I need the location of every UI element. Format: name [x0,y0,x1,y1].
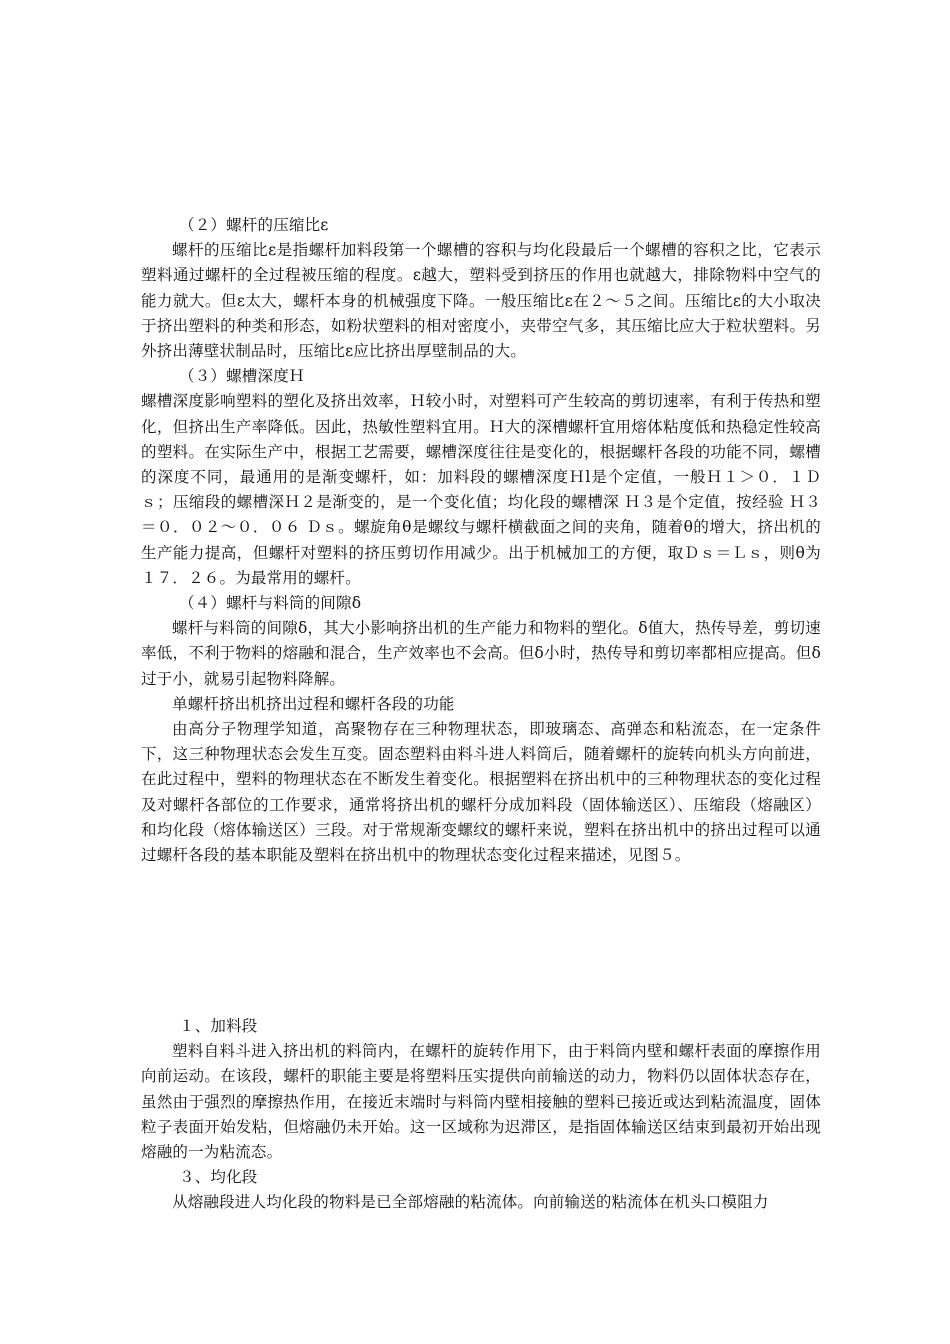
heading-compression-ratio: （２）螺杆的压缩比ε [179,216,329,234]
paragraph-compression-ratio: 螺杆的压缩比ε是指螺杆加料段第一个螺槽的容积与均化段最后一个螺槽的容积之比，它表示塑料通过螺杆的全过程被压缩的程度。ε越大，塑料受到挤压的作用也就越大，排除物料中空气的能力就大。但ε太大，螺杆本身的机械强度下降。一般压缩比ε在２～５之间。压缩比ε的大小取决于挤出塑料的种类和形态，如粉状塑料的相对密度小，夹带空气多，其压缩比应大于粒状塑料。另外挤出薄壁状制品时，压缩比ε应比挤出厚壁制品的大。 [141,241,821,361]
paragraph-groove-depth: 螺槽深度影响塑料的塑化及挤出效率，Ｈ较小时，对塑料可产生较高的剪切速率，有利于传热和塑化，但挤出生产率降低。因此，热敏性塑料宜用。Ｈ大的深槽螺杆宜用熔体粘度低和热稳定性较高的塑料。在实际生产中，根据工艺需要，螺槽深度往往是变化的，根据螺杆各段的功能不同，螺槽的深度不同，最通用的是渐变螺杆，如：加料段的螺槽深度Ｈl是个定值，一般Ｈ１＞０．１Ｄｓ；压缩段的螺槽深Ｈ２是渐变的，是一个变化值；均化段的螺槽深 Ｈ３是个定值，按经验 Ｈ３＝０．０２～０．０６ Ｄｓ。螺旋角θ是螺纹与螺杆横截面之间的夹角，随着θ的增大，挤出机的生产能力提高，但螺杆对塑料的挤压剪切作用减少。出于机械加工的方便，取Ｄｓ＝Ｌｓ，则θ为１７．２６。为最常用的螺杆。 [141,392,821,587]
paragraph-screw-barrel-gap: 螺杆与料筒的间隙δ，其大小影响挤出机的生产能力和物料的塑化。δ值大，热传导差，剪切速率低，不利于物料的熔融和混合，生产效率也不会高。但δ小时，热传导和剪切率都相应提高。但δ过于小，就易引起物料降解。 [141,619,821,688]
paragraph-metering-zone: 从熔融段进人均化段的物料是已全部熔融的粘流体。向前输送的粘流体在机头口模阻力 [172,1193,769,1212]
paragraph-feed-zone: 塑料自料斗进入挤出机的料筒内，在螺杆的旋转作用下，由于料筒内壁和螺杆表面的摩擦作用向前运动。在该段，螺杆的职能主要是将塑料压实提供向前输送的动力，物料仍以固体状态存在，虽然由于强烈的摩擦热作用，在接近末端时与料筒内壁相接触的塑料已接近或达到粘流温度，固体粒子表面开始发粘，但熔融仍未开始。这一区域称为迟滞区，是指固体输送区结束到最初开始出现熔融的一为粘流态。 [141,1042,821,1162]
heading-groove-depth: （３）螺槽深度Ｈ [179,367,305,386]
paragraph-extrusion-process: 由高分子物理学知道，高聚物存在三种物理状态，即玻璃态、高弹态和粘流态，在一定条件下，这三种物理状态会发生互变。固态塑料由料斗进人料筒后，随着螺杆的旋转向机头方向前进，在此过程中，塑料的物理状态在不断发生着变化。根据塑料在挤出机中的三种物理状态的变化过程及对螺杆各部位的工作要求，通常将挤出机的螺杆分成加料段（固体输送区）、压缩段（熔融区）和均化段（熔体输送区）三段。对于常规渐变螺纹的螺杆来说，塑料在挤出机中的挤出过程可以通过螺杆各段的基本职能及塑料在挤出机中的物理状态变化过程来描述，见图５。 [141,720,821,865]
text-section-screw-zones [141,1014,821,1216]
heading-screw-barrel-gap: （４）螺杆与料筒的间隙δ [179,594,362,613]
heading-metering-zone: ３、均化段 [179,1168,258,1187]
heading-single-screw-process: 单螺杆挤出机挤出过程和螺杆各段的功能 [172,694,455,713]
text-section-screw-parameters [141,213,821,868]
heading-feed-zone: １、加料段 [179,1017,258,1035]
